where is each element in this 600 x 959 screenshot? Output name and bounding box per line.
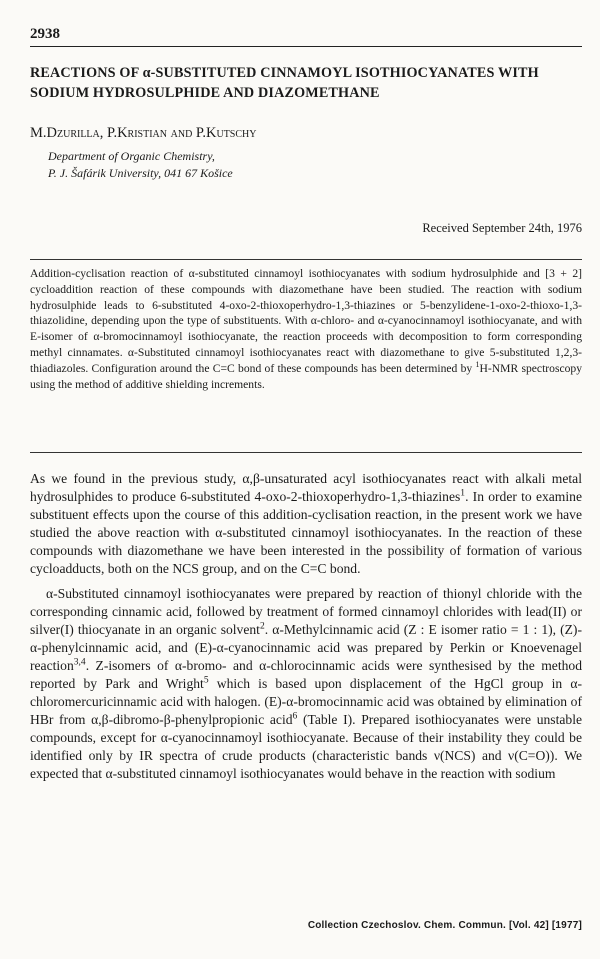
body-paragraph-2: [30, 585, 582, 782]
reference-5: 5: [203, 675, 209, 686]
abstract-bottom-rule: [30, 452, 582, 453]
page-number: 2938: [30, 26, 60, 42]
reference-6: 6: [292, 711, 298, 722]
reference-1: 1: [460, 488, 466, 499]
body-text: . In order to examine substituent effects upon the course of this addition-cyclisation reaction, in the present work we have studied the above reaction with α-substituted cinnamoyl isothiocyanates. In the reaction of these compounds with diazomethane we have been interested in the possibility of formation of various cycloadducts, both on the NCS group, and on the C=C bond.: [30, 488, 582, 576]
abstract-top-rule: [30, 259, 582, 260]
reference-2: 2: [259, 621, 265, 632]
body-paragraph-1: [30, 470, 582, 577]
authors: M.Dzurilla, P.Kristian and P.Kutschy: [30, 125, 257, 141]
body-text: α-Substituted cinnamoyl isothiocyanates were prepared by reaction of thionyl chloride with the corresponding cinnamic acid, followed by treatment of formed cinnamoyl chlorides with lead(II) or silver(I) thiocyanate in an organic solvent: [30, 586, 582, 638]
body-text: which is based upon displacement of the HgCl group in α-chloromercuricinnamic acid with halogen. (E)-α-bromocinnamic acid was obtained by elimination of HBr from α,β-dibromo-β-phenylpropionic acid: [30, 675, 582, 727]
header-rule: [30, 46, 582, 47]
affiliation-university: P. J. Šafárik University, 041 67 Košice: [48, 166, 233, 180]
body-text: As we found in the previous study, α,β-unsaturated acyl isothiocyanates react with alkali metal hydrosulphides to produce 6-substituted 4-oxo-2-thioxoperhydro-1,3-thiazines: [30, 471, 582, 504]
abstract-text-end: H-NMR spectroscopy using the method of additive shielding increments.: [30, 361, 582, 391]
body-text: . α-Methylcinnamic acid (Z : E isomer ratio = 1 : 1), (Z)-α-phenylcinnamic acid, and (E)-α-cyanocinnamic acid was prepared by Perkin or Knoevenagel reaction: [30, 622, 582, 674]
body-text: (Table I). Prepared isothiocyanates were unstable compounds, except for α-cyanocinnamoyl isothiocyanate. Because of their instability they could be identified only by IR spectra of crude products (characteristic bands ν(NCS) and ν(C=O)). We expected that α-substituted cinnamoyl isothiocyanates would behave in the reaction with sodium: [30, 711, 582, 781]
abstract-text: Addition-cyclisation reaction of α-substituted cinnamoyl isothiocyanates with sodium hydrosulphide and [3 + 2] cycloaddition reaction of these compounds with diazomethane have been studied. The reaction with sodium hydrosulphide leads to 6-substituted 4-oxo-2-thioxoperhydro-1,3-thiazines or 5-benzylidene-1-oxo-2-thioxo-1,3-thiazolidine, depending upon the type of substituents. With α-chloro- and α-cyanocinnamoyl isothiocyanate, and with E-isomer of α-bromocinnamoyl isothiocyanate, the reaction proceeds with decomposition to form corresponding methyl cinnamates. α-Substituted cinnamoyl isothiocyanates react with diazomethane to give 5-substituted 1,2,3-thiadiazoles. Configuration around the C=C bond of these compounds has been determined by: [30, 267, 582, 375]
received-date: Received September 24th, 1976: [422, 221, 582, 235]
article-title: REACTIONS OF α-SUBSTITUTED CINNAMOYL ISOTHIOCYANATES WITH SODIUM HYDROSULPHIDE AND DIAZOMETHANE: [30, 65, 539, 101]
nmr-superscript: 1: [475, 359, 480, 369]
body-text: . Z-isomers of α-bromo- and α-chlorocinnamic acids were synthesised by the method reported by Park and Wright: [30, 658, 582, 691]
reference-3-4: 3,4: [73, 657, 86, 668]
affiliation-department: Department of Organic Chemistry,: [48, 149, 215, 163]
journal-footer: Collection Czechoslov. Chem. Commun. [Vol. 42] [1977]: [307, 920, 582, 931]
article-body: [30, 470, 582, 790]
abstract: [30, 266, 582, 392]
affiliation: [48, 148, 233, 182]
